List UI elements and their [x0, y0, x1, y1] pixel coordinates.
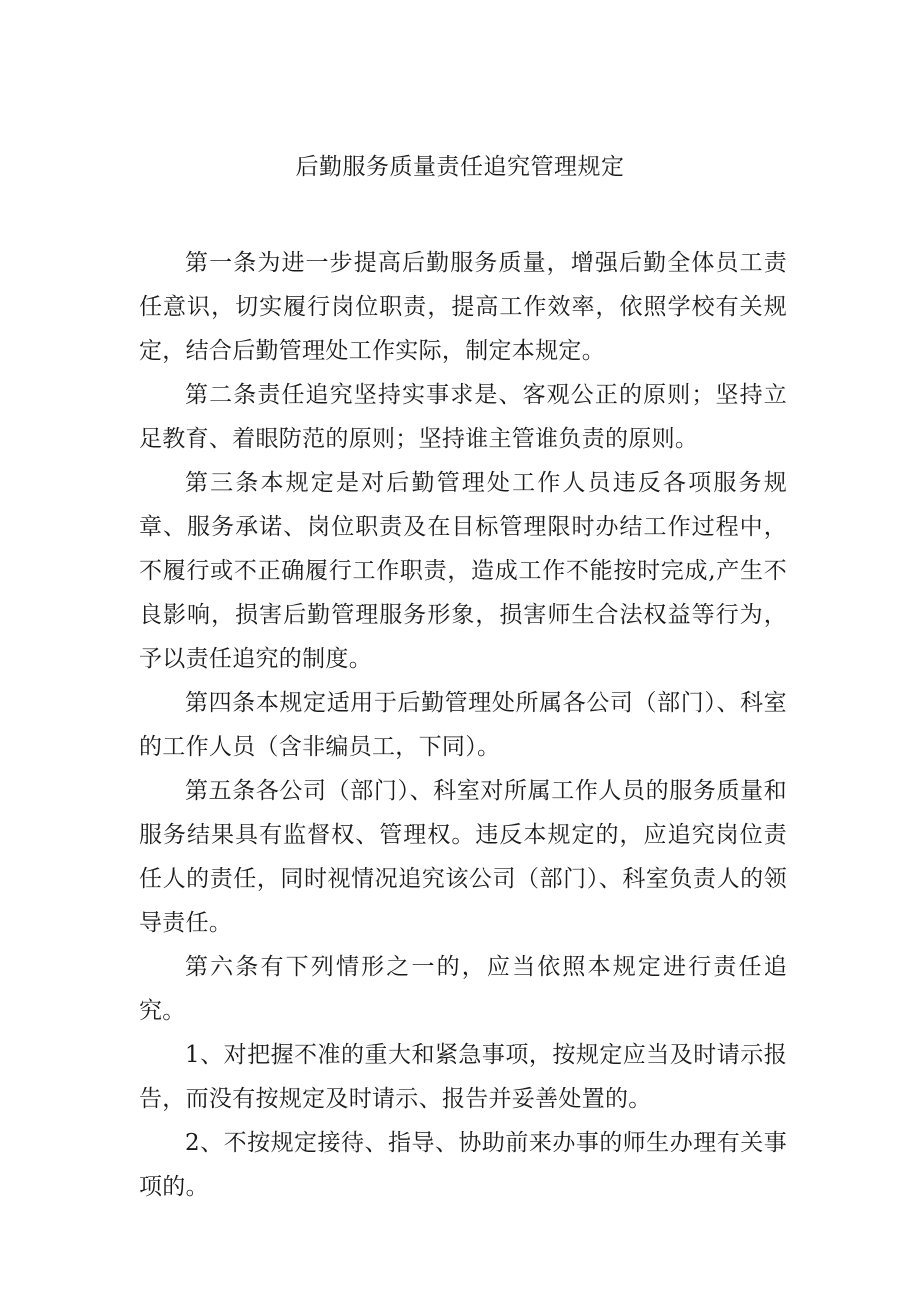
article-6-paragraph: 第六条有下列情形之一的，应当依照本规定进行责任追究。: [139, 954, 787, 1024]
article-4-paragraph: 第四条本规定适用于后勤管理处所属各公司（部门）、科室的工作人员（含非编员工，下同）。: [139, 690, 787, 760]
article-2-paragraph: 第二条责任追究坚持实事求是、客观公正的原则；坚持立足教育、着眼防范的原则；坚持谁主管谁负责的原则。: [139, 382, 787, 452]
article-1-paragraph: 第一条为进一步提高后勤服务质量，增强后勤全体员工责任意识，切实履行岗位职责，提高工作效率，依照学校有关规定，结合后勤管理处工作实际，制定本规定。: [139, 250, 787, 364]
article-6-item-1: 1、对把握不准的重大和紧急事项，按规定应当及时请示报告，而没有按规定及时请示、报告并妥善处置的。: [139, 1042, 787, 1112]
article-3-paragraph: 第三条本规定是对后勤管理处工作人员违反各项服务规章、服务承诺、岗位职责及在目标管理限时办结工作过程中，不履行或不正确履行工作职责，造成工作不能按时完成,产生不良影响，损害后勤管理服务形象，损害师生合法权益等行为，予以责任追究的制度。: [139, 470, 787, 672]
article-6-item-2: 2、不按规定接待、指导、协助前来办事的师生办理有关事项的。: [139, 1130, 787, 1200]
article-5-paragraph: 第五条各公司（部门）、科室对所属工作人员的服务质量和服务结果具有监督权、管理权。违反本规定的，应追究岗位责任人的责任，同时视情况追究该公司（部门）、科室负责人的领导责任。: [139, 778, 787, 936]
document-body: [139, 241, 787, 1209]
document-title: 后勤服务质量责任追究管理规定: [295, 154, 625, 180]
